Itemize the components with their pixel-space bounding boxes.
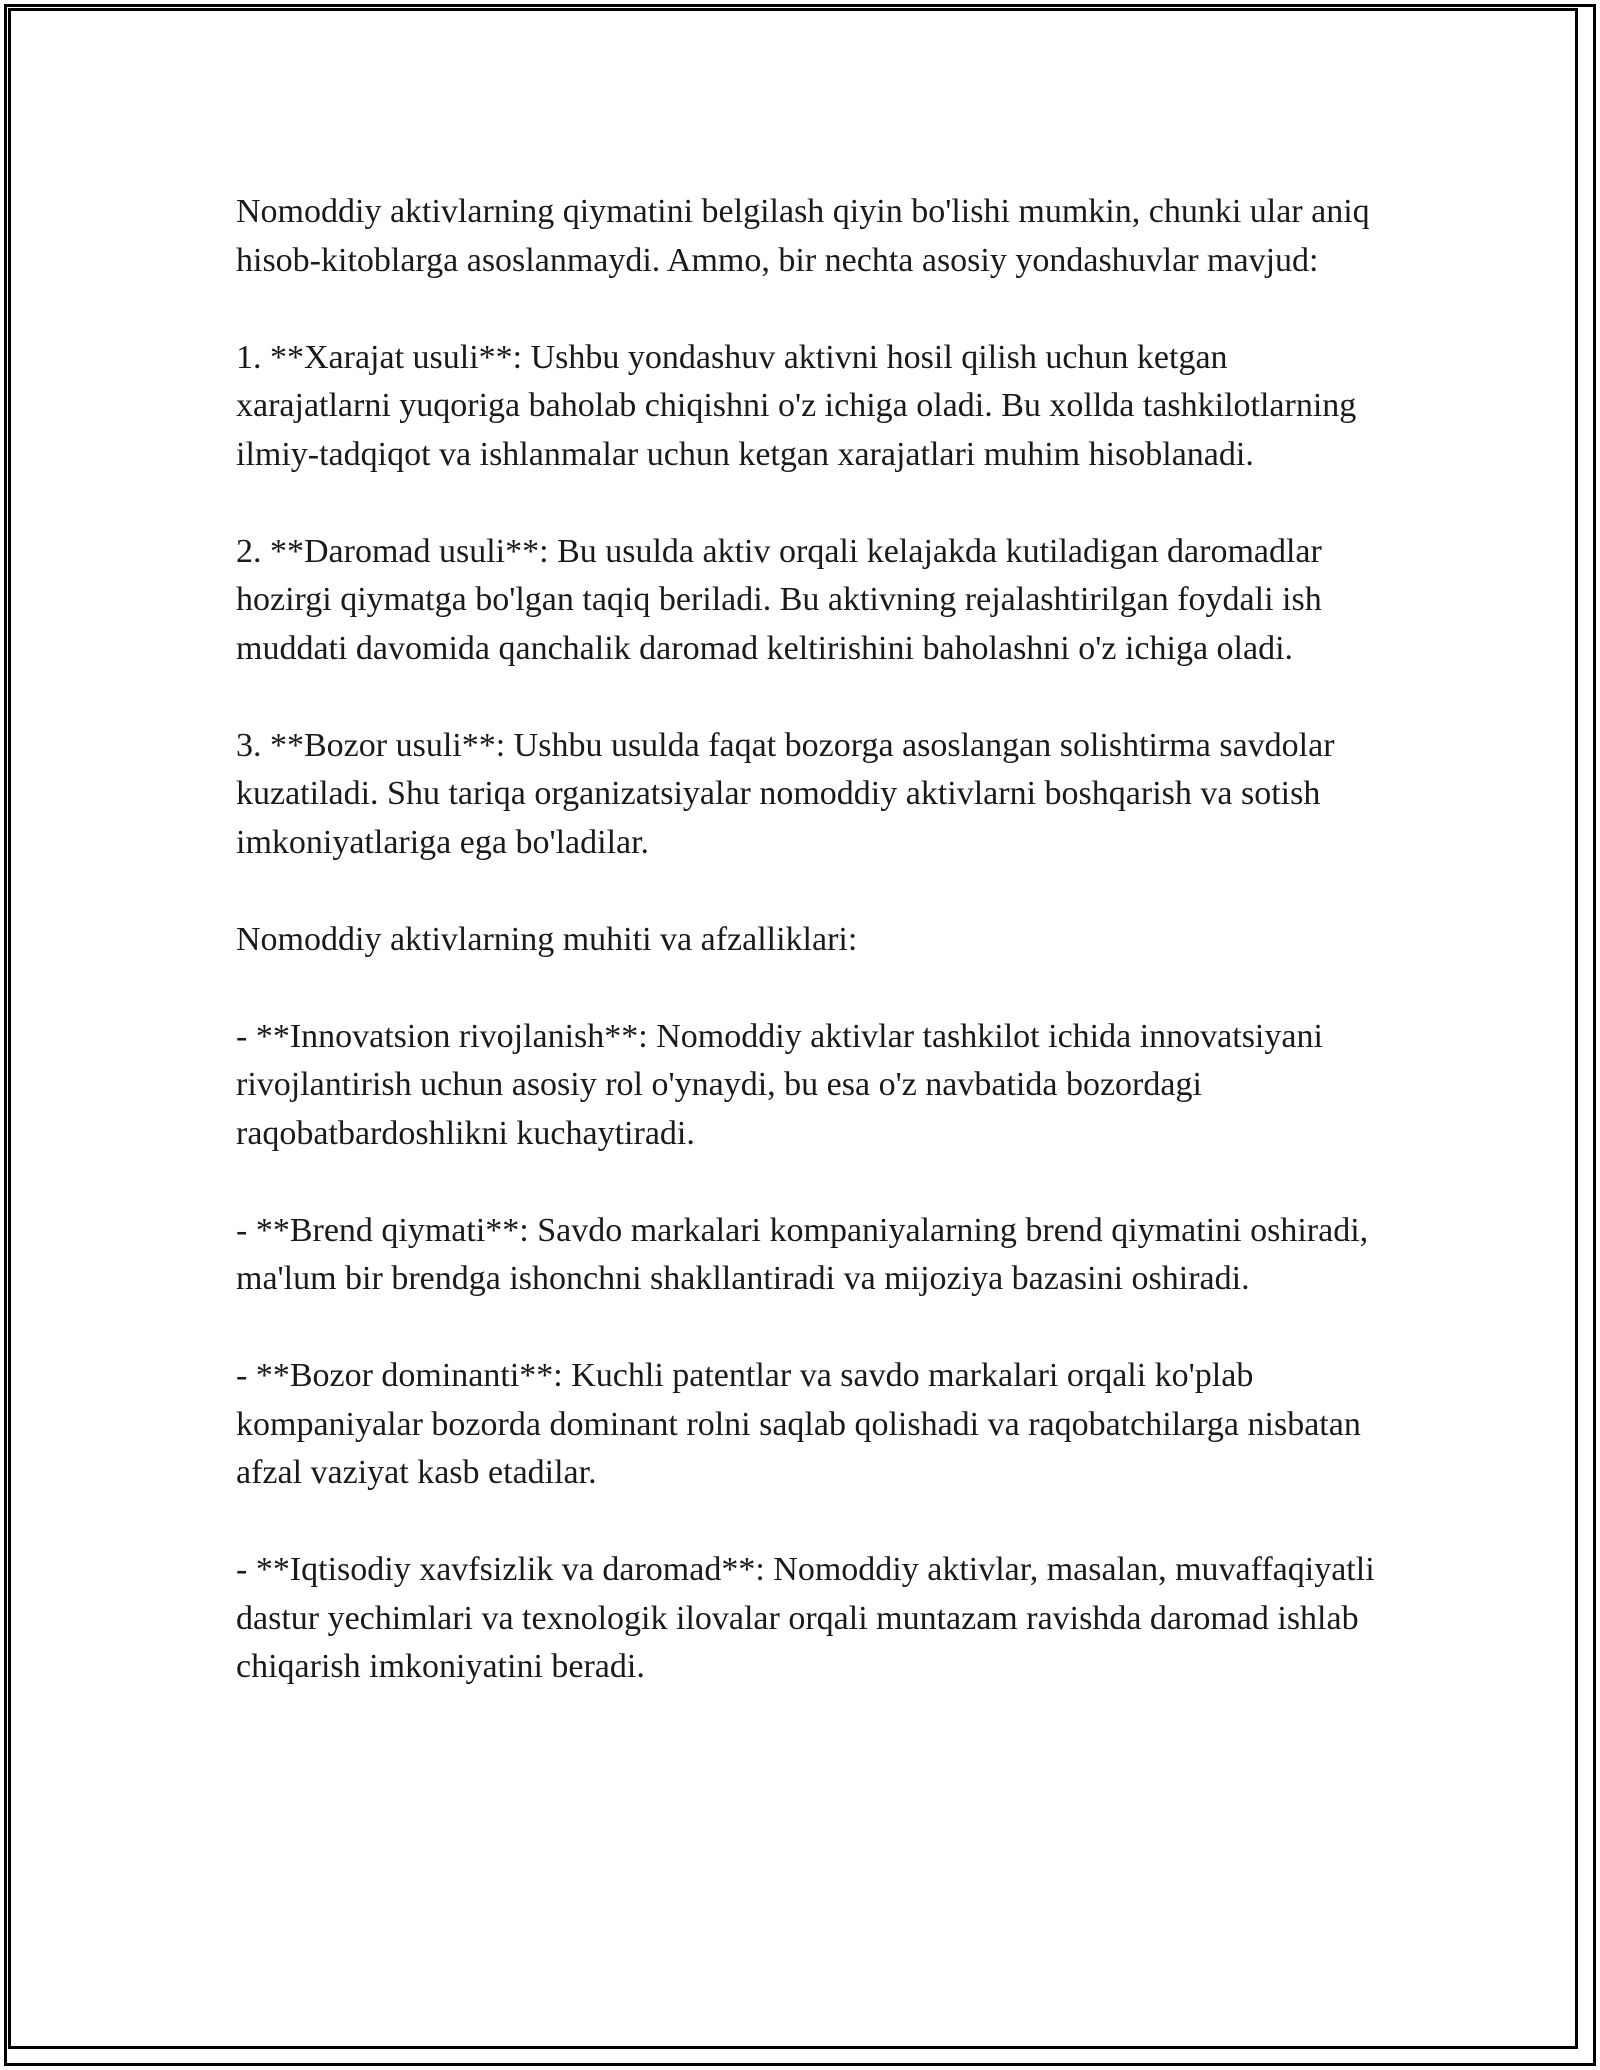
intro-paragraph: Nomoddiy aktivlarning qiymatini belgilash qiyin bo'lishi mumkin, chunki ular aniq hisob-kitoblarga asoslanmaydi. Ammo, bir nechta asosiy yondashuvlar mavjud: — [236, 193, 1370, 279]
income-method-paragraph: 2. **Daromad usuli**: Bu usulda aktiv orqali kelajakda kutiladigan daromadlar hozirgi qiymatga bo'lgan taqiq beriladi. Bu aktivning rejalashtirilgan foydali ish muddati davomida qanchalik daromad keltirishini baholashni o'z ichiga oladi. — [236, 532, 1322, 667]
market-dominance-bullet-paragraph: - **Bozor dominanti**: Kuchli patentlar va savdo markalari orqali ko'plab kompaniyalar bozorda dominant rolni saqlab qolishadi va raqobatchilarga nisbatan afzal vaziyat kasb etadilar. — [236, 1357, 1361, 1491]
document-body — [236, 188, 1376, 1692]
economic-security-bullet-paragraph: - **Iqtisodiy xavfsizlik va daromad**: Nomoddiy aktivlar, masalan, muvaffaqiyatli dastur yechimlari va texnologik ilovalar orqali muntazam ravishda daromad ishlab chiqarish imkoniyatini beradi. — [236, 1551, 1375, 1685]
innovation-bullet-paragraph: - **Innovatsion rivojlanish**: Nomoddiy aktivlar tashkilot ichida innovatsiyani rivojlantirish uchun asosiy rol o'ynaydi, bu esa o'z navbatida bozordagi raqobatbardoshlikni kuchaytiradi. — [236, 1017, 1323, 1152]
cost-method-paragraph: 1. **Xarajat usuli**: Ushbu yondashuv aktivni hosil qilish uchun ketgan xarajatlarni yuqoriga baholab chiqishni o'z ichiga oladi. Bu xollda tashkilotlarning ilmiy-tadqiqot va ishlanmalar uchun ketgan xarajatlari muhim hisoblanadi. — [236, 338, 1357, 473]
market-method-paragraph: 3. **Bozor usuli**: Ushbu usulda faqat bozorga asoslangan solishtirma savdolar kuzatiladi. Shu tariqa organizatsiyalar nomoddiy aktivlarni boshqarish va sotish imkoniyatlariga ega bo'ladilar. — [236, 726, 1335, 861]
brand-value-bullet-paragraph: - **Brend qiymati**: Savdo markalari kompaniyalarning brend qiymatini oshiradi, ma'lum bir brendga ishonchni shakllantiradi va mijoziya bazasini oshiradi. — [236, 1211, 1369, 1297]
section-heading-paragraph: Nomoddiy aktivlarning muhiti va afzalliklari: — [236, 920, 858, 958]
